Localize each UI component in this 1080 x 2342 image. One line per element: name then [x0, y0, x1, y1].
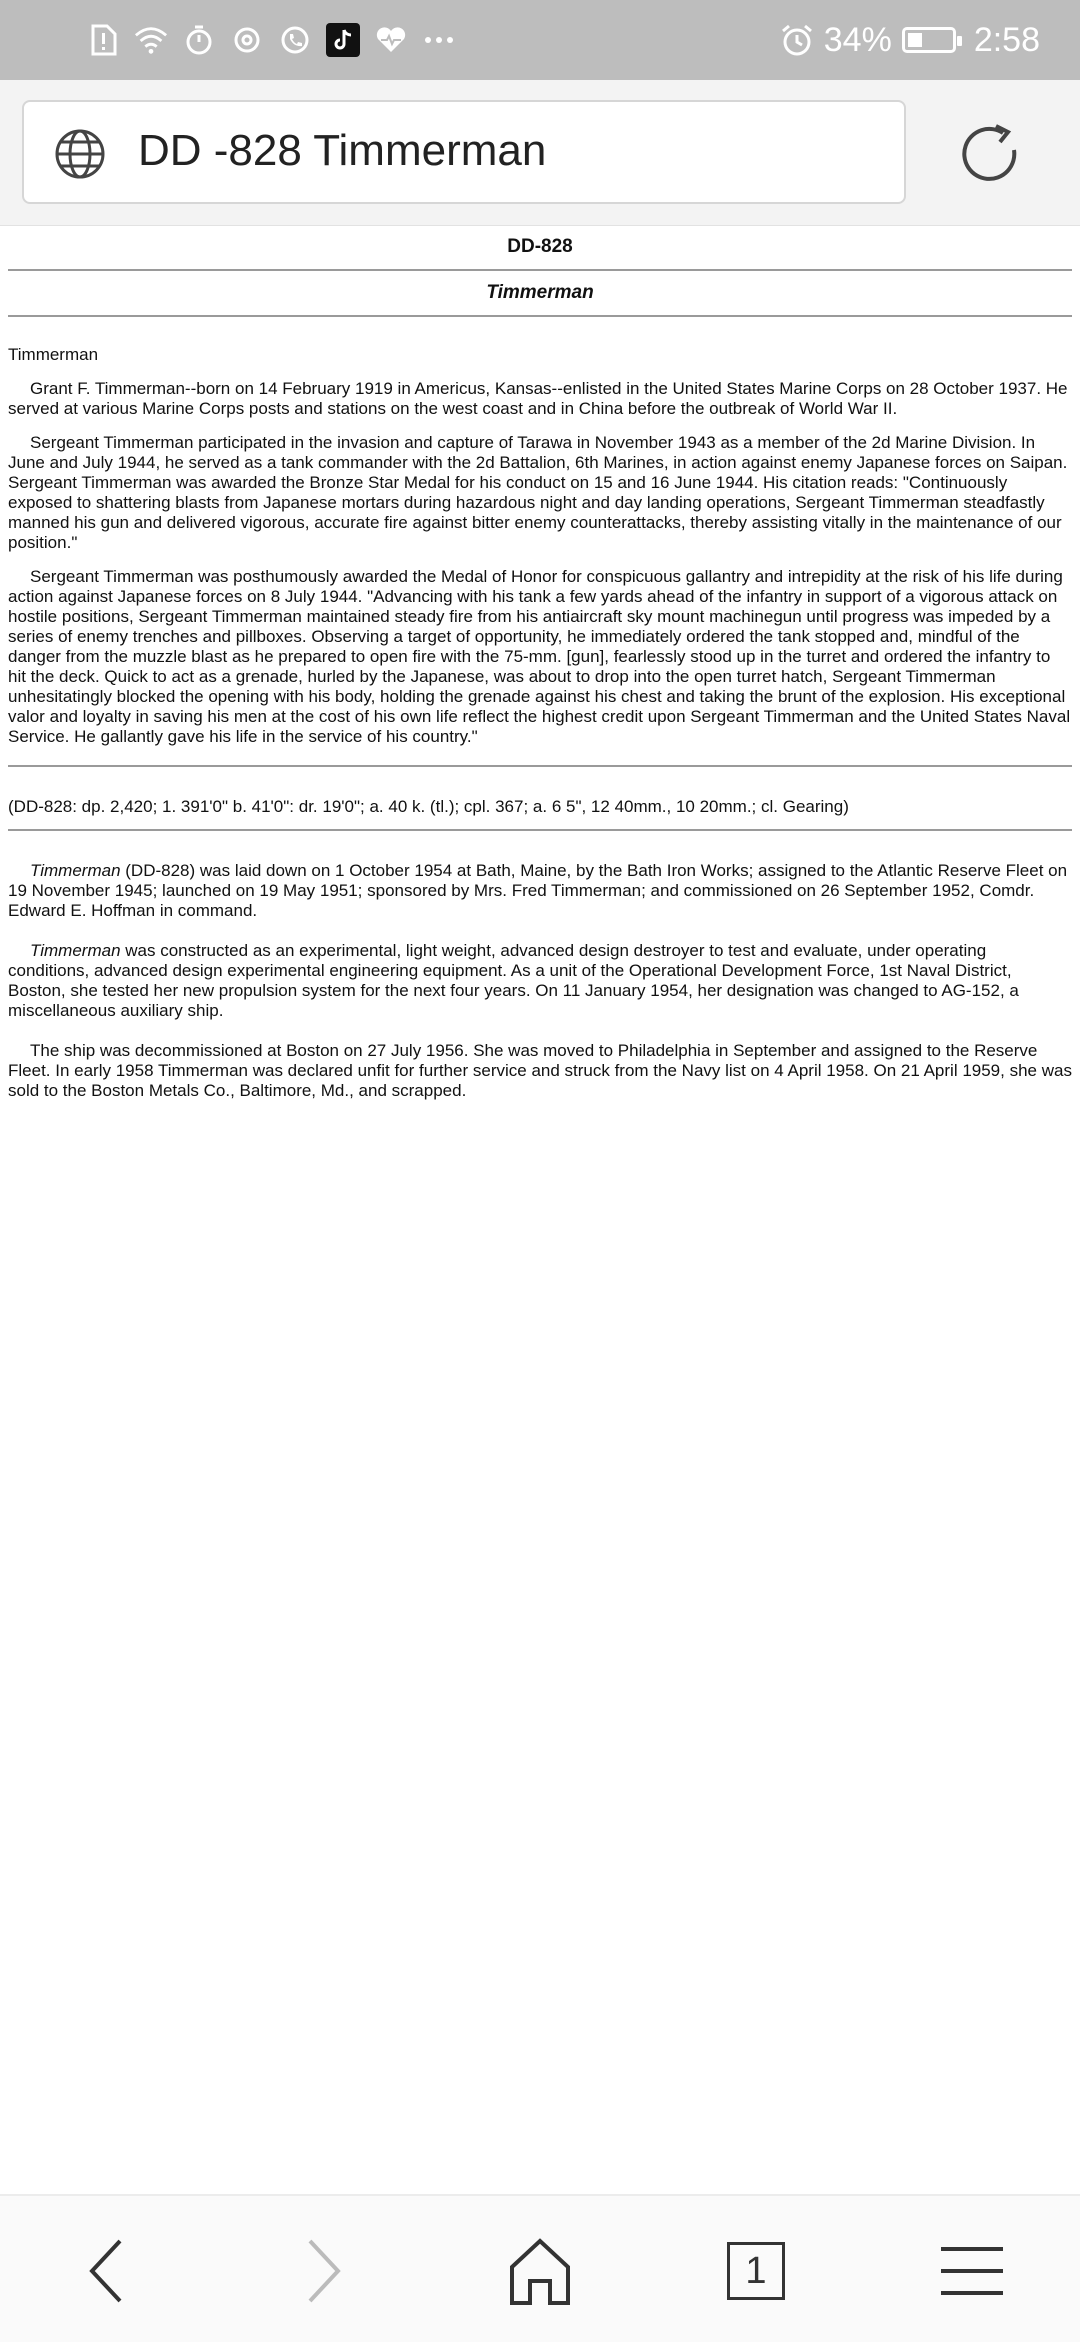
- clock-time: 2:58: [973, 20, 1040, 59]
- ship-specs: (DD-828: dp. 2,420; 1. 391'0" b. 41'0": dr. 19'0"; a. 40 k. (tl.); cpl. 367; a. 6 5", 12 40mm., 10 20mm.; cl. Gearing): [8, 797, 849, 816]
- battery-icon: [902, 27, 956, 53]
- namesake-label: Timmerman: [8, 345, 99, 364]
- ship-name-heading: Timmerman: [486, 282, 594, 303]
- divider: [8, 269, 1072, 271]
- call-icon: [278, 23, 312, 57]
- url-field[interactable]: [22, 100, 906, 204]
- ship-name-italic: Timmerman: [30, 861, 121, 880]
- battery-level: [908, 33, 922, 47]
- hamburger-menu-icon: [939, 2245, 1005, 2297]
- status-bar: [0, 0, 1080, 80]
- address-bar: [0, 80, 1080, 226]
- globe-icon: [54, 128, 106, 180]
- divider: [8, 829, 1072, 831]
- sync-icon: [230, 23, 264, 57]
- divider: [8, 315, 1072, 317]
- home-icon: [508, 2237, 572, 2305]
- wifi-icon: [134, 23, 168, 57]
- namesake-paragraph: Sergeant Timmerman was posthumously awarded the Medal of Honor for conspicuous gallantry and intrepidity at the risk of his life during action against Japanese forces on 8 July 1944. "Advancing with his tank a few yards ahead of the infantry in support of a vigorous attack on hostile positions, Sergeant Timmerman maintained steady fire from his antiaircraft sky mount machinegun until progress was impeded by a series of enemy trenches and pillboxes. Observing a target of opportunity, he immediately ordered the tank stopped and, mindful of the danger from the muzzle blast as he prepared to open fire with the 75-mm. [gun], fearlessly stood up in the turret and ordered the infantry to hit the deck. Quick to act as a grenade, hurled by the Japanese, was about to drop into the open turret hatch, Sergeant Timmerman unhesitatingly blocked the opening with his body, holding the grenade against his chest and taking the brunt of the explosion. His exceptional valor and loyalty in saving his men at the cost of his own life reflect the highest credit upon Sergeant Timmerman and the United States Naval Service. He gallantly gave his life in the service of his country.": [8, 567, 1071, 746]
- history-paragraph: [8, 941, 1072, 1021]
- timer-icon: [182, 23, 216, 57]
- tabs-button[interactable]: [716, 2236, 796, 2306]
- namesake-paragraph: Grant F. Timmerman--born on 14 February 1919 in Americus, Kansas--enlisted in the United States Marine Corps on 28 October 1937. He served at various Marine Corps posts and stations on the west coast and in China before the outbreak of World War II.: [8, 379, 1068, 418]
- alert-sdcard-icon: [86, 23, 120, 57]
- history-text: (DD-828) was laid down on 1 October 1954 at Bath, Maine, by the Bath Iron Works; assigned to the Atlantic Reserve Fleet on 19 November 1945; launched on 19 May 1951; sponsored by Mrs. Fred Timmerman; and commissioned on 26 September 1952, Comdr. Edward E. Hoffman in command.: [8, 861, 1068, 920]
- more-dots-icon: [422, 23, 456, 57]
- page-content: [8, 225, 1072, 1121]
- menu-button[interactable]: [932, 2236, 1012, 2306]
- divider: [8, 765, 1072, 767]
- status-right: [780, 16, 1040, 64]
- back-button[interactable]: [66, 2236, 146, 2306]
- notification-icons: [86, 18, 456, 62]
- health-icon: [374, 23, 408, 57]
- reload-icon[interactable]: [956, 120, 1026, 190]
- ship-name-italic: Timmerman: [30, 941, 121, 960]
- history-paragraph: The ship was decommissioned at Boston on 27 July 1956. She was moved to Philadelphia in September and assigned to the Reserve Fleet. In early 1958 Timmerman was declared unfit for further service and struck from the Navy list on 4 April 1958. On 21 April 1959, she was sold to the Boston Metals Co., Baltimore, Md., and scrapped.: [8, 1041, 1072, 1100]
- history-text: was constructed as an experimental, light weight, advanced design destroyer to test and evaluate, under operating conditions, advanced design experimental engineering equipment. As a unit of the Operational Development Force, 1st Naval District, Boston, she tested her new propulsion system for the next four years. On 11 January 1954, her designation was changed to AG-152, a miscellaneous auxiliary ship.: [8, 941, 1019, 1020]
- forward-button[interactable]: [284, 2236, 364, 2306]
- alarm-icon: [780, 23, 814, 57]
- bottom-nav-bar: [0, 2194, 1080, 2342]
- tab-count: 1: [727, 2242, 785, 2300]
- chevron-left-icon: [86, 2239, 126, 2303]
- url-text: DD -828 Timmerman: [138, 126, 547, 175]
- namesake-paragraph: Sergeant Timmerman participated in the invasion and capture of Tarawa in November 1943 as a member of the 2d Marine Division. In June and July 1944, he served as a tank commander with the 2d Battalion, 6th Marines, in action against enemy Japanese forces on Saipan. Sergeant Timmerman was awarded the Bronze Star Medal for his conduct on 15 and 16 June 1944. His citation reads: "Continuously exposed to shattering blasts from Japanese mortars during hazardous night and day landing operations, Sergeant Timmerman steadfastly manned his gun and delivered vigorous, accurate fire against bitter enemy counterattacks, thereby assisting vitally in the maintenance of our position.": [8, 433, 1068, 552]
- page-title: DD-828: [507, 236, 573, 257]
- chevron-right-icon: [304, 2239, 344, 2303]
- battery-percent: 34%: [823, 20, 892, 59]
- tiktok-icon: [326, 23, 360, 57]
- home-button[interactable]: [500, 2236, 580, 2306]
- history-paragraph: [8, 861, 1072, 921]
